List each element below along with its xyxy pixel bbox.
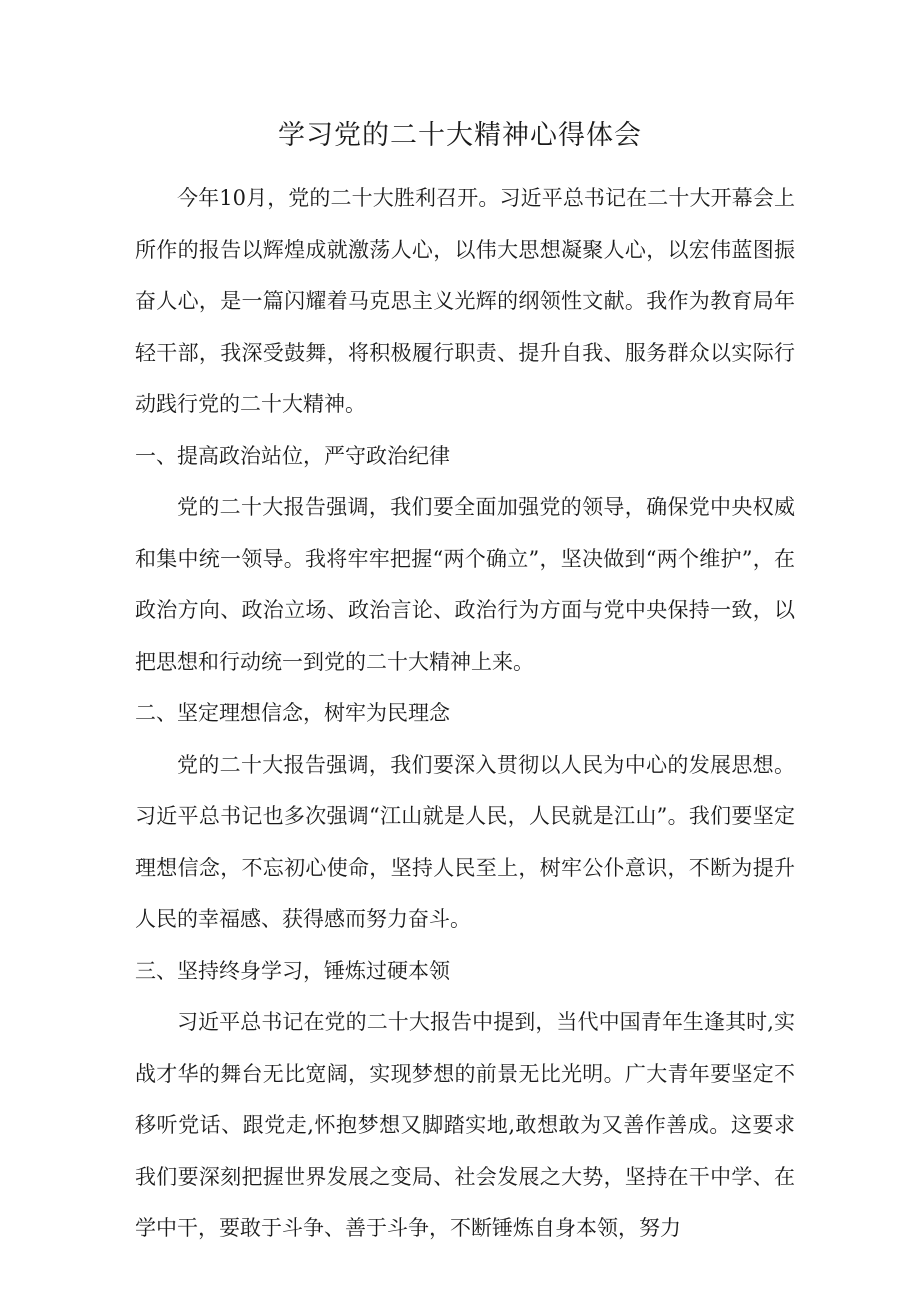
section-heading-1: 一、提高政治站位，严守政治纪律	[135, 443, 450, 468]
document-title: 学习党的二十大精神心得体会	[278, 120, 642, 151]
paragraph-intro: 今年10月，党的二十大胜利召开。习近平总书记在二十大开幕会上所作的报告以辉煌成就激荡人心，以伟大思想凝聚人心，以宏伟蓝图振奋人心，是一篇闪耀着马克思主义光辉的纲领性文献。我作为教育局年轻干部，我深受鼓舞，将积极履行职责、提升自我、服务群众以实际行动践行党的二十大精神。	[135, 186, 795, 416]
paragraph-section-2: 党的二十大报告强调，我们要深入贯彻以人民为中心的发展思想。习近平总书记也多次强调“江山就是人民，人民就是江山”。我们要坚定理想信念，不忘初心使命，坚持人民至上，树牢公仆意识，不断为提升人民的幸福感、获得感而努力奋斗。	[135, 752, 795, 931]
paragraph-section-3: 习近平总书记在党的二十大报告中提到，当代中国青年生逢其时,实战才华的舞台无比宽阔，实现梦想的前景无比光明。广大青年要坚定不移听党话、跟党走,怀抱梦想又脚踏实地,敢想敢为又善作善成。这要求我们要深刻把握世界发展之变局、社会发展之大势，坚持在干中学、在学中干，要敢于斗争、善于斗争，不断锤炼自身本领，努力	[135, 1010, 795, 1240]
section-heading-3: 三、坚持终身学习，锤炼过硬本领	[135, 958, 450, 983]
section-heading-2: 二、坚定理想信念，树牢为民理念	[135, 701, 450, 725]
document-body	[135, 173, 795, 1255]
paragraph-section-1: 党的二十大报告强调，我们要全面加强党的领导，确保党中央权威和集中统一领导。我将牢牢把握“两个确立”，坚决做到“两个维护”，在政治方向、政治立场、政治言论、政治行为方面与党中央保持一致，以把思想和行动统一到党的二十大精神上来。	[135, 495, 795, 674]
